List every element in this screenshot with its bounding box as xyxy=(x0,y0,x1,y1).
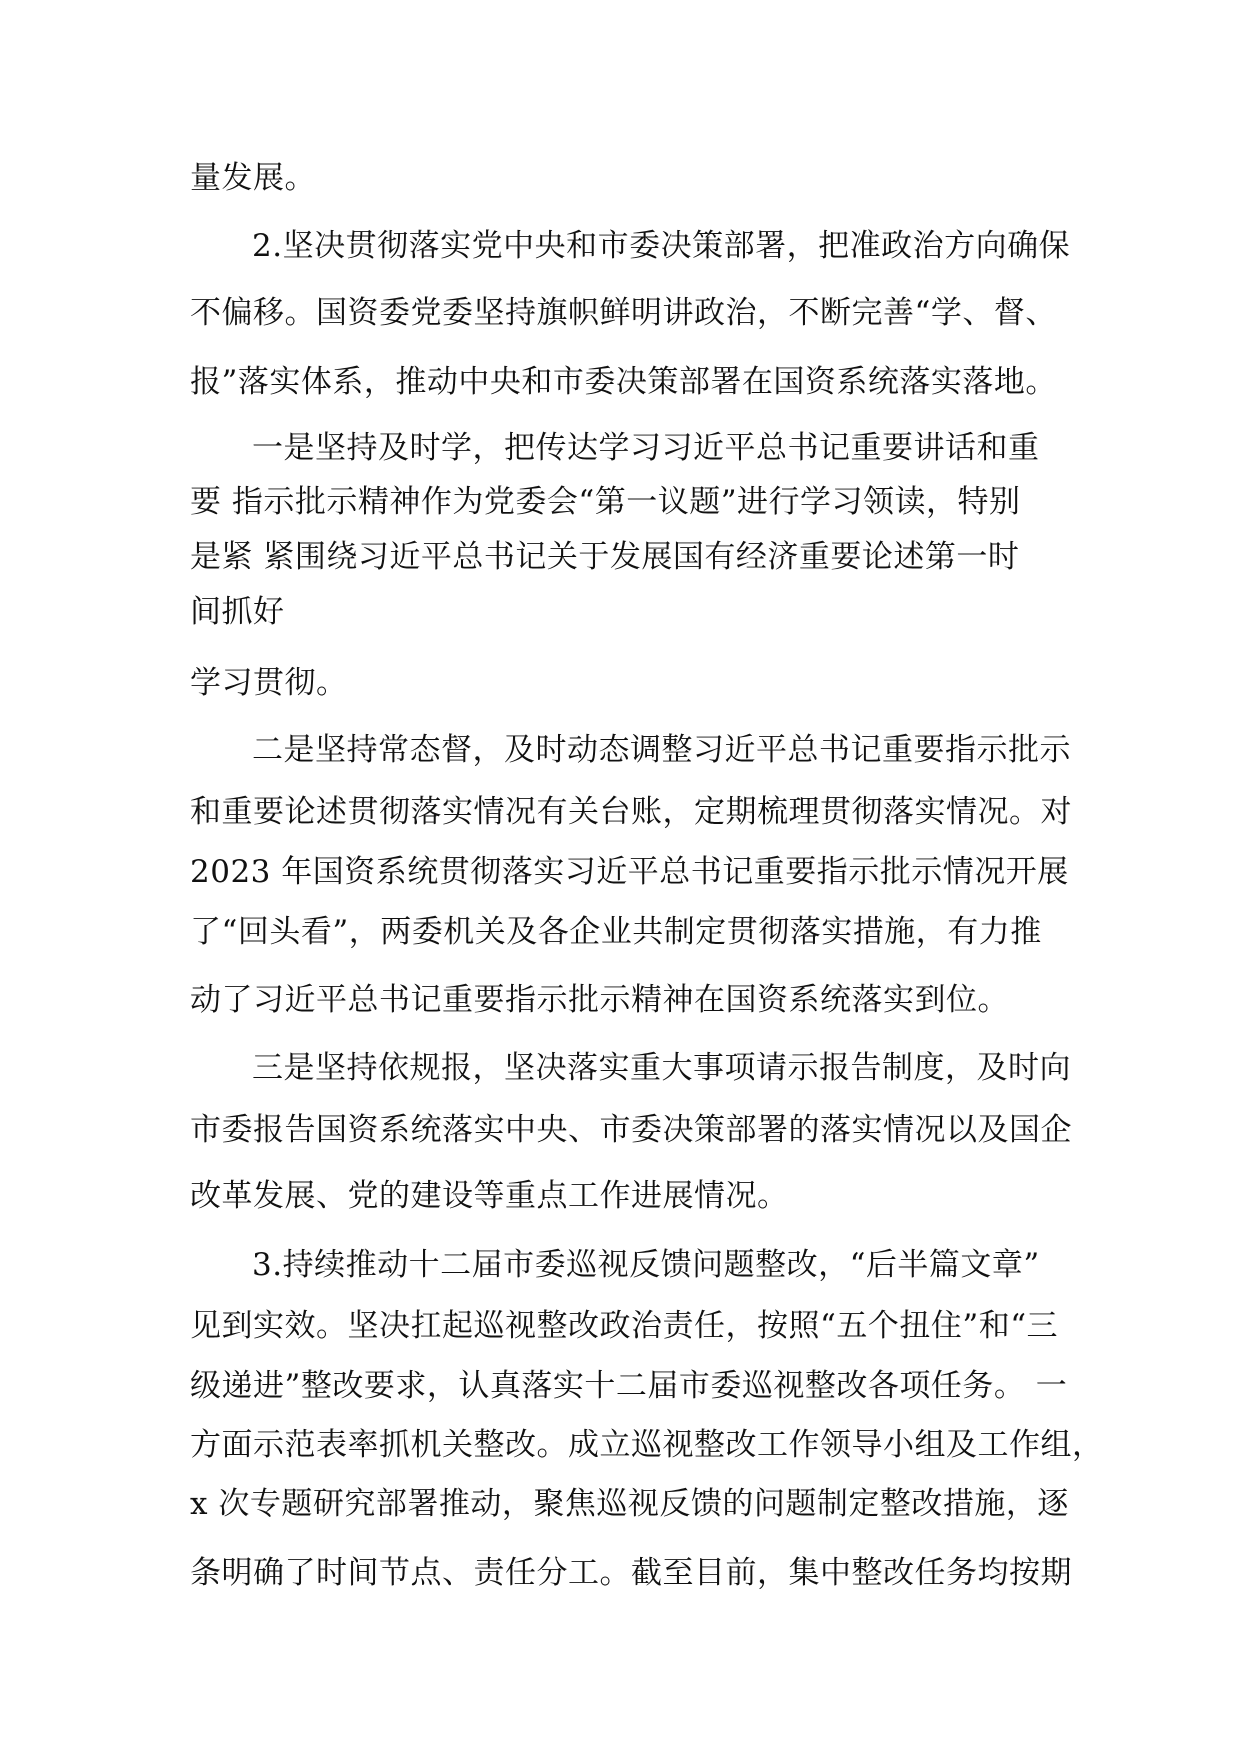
text-line: 和重要论述贯彻落实情况有关台账，定期梳理贯彻落实情况。对 xyxy=(190,794,1072,830)
text-line: 2023 年国资系统贯彻落实习近平总书记重要指示批示情况开展 xyxy=(190,854,1069,890)
text-line: 学习贯彻。 xyxy=(190,665,348,701)
text-line: 级递进”整改要求，认真落实十二届市委巡视整改各项任务。 一 xyxy=(190,1368,1068,1404)
text-line: 条明确了时间节点、责任分工。截至目前，集中整改任务均按期 xyxy=(190,1555,1072,1591)
paragraph-first-line: 三是坚持依规报，坚决落实重大事项请示报告制度，及时向 xyxy=(252,1050,1071,1086)
text-line: 不偏移。国资委党委坚持旗帜鲜明讲政治，不断完善“学、督、 xyxy=(190,295,1057,331)
text-line: 动了习近平总书记重要指示批示精神在国资系统落实到位。 xyxy=(190,982,1009,1018)
text-line: 报”落实体系，推动中央和市委决策部署在国资系统落实落地。 xyxy=(190,364,1057,400)
text-line: 间抓好 xyxy=(190,594,285,630)
paragraph-first-line: 一是坚持及时学，把传达学习习近平总书记重要讲话和重 xyxy=(252,430,1040,466)
text-line: 量发展。 xyxy=(190,160,316,196)
text-line: 市委报告国资系统落实中央、市委决策部署的落实情况以及国企 xyxy=(190,1112,1072,1148)
text-line: 是紧 紧围绕习近平总书记关于发展国有经济重要论述第一时 xyxy=(190,539,1020,575)
text-line: 了“回头看”，两委机关及各企业共制定贯彻落实措施，有力推 xyxy=(190,914,1042,950)
text-line: 改革发展、党的建设等重点工作进展情况。 xyxy=(190,1178,789,1214)
paragraph-heading-line: 3.持续推动十二届市委巡视反馈问题整改，“后半篇文章” xyxy=(252,1247,1040,1283)
paragraph-first-line: 二是坚持常态督，及时动态调整习近平总书记重要指示批示 xyxy=(252,732,1071,768)
text-line: 方面示范表率抓机关整改。成立巡视整改工作领导小组及工作组， xyxy=(190,1427,1104,1463)
text-line: 见到实效。坚决扛起巡视整改政治责任，按照“五个扭住”和“三 xyxy=(190,1308,1059,1344)
text-line: x 次专题研究部署推动，聚焦巡视反馈的问题制定整改措施，逐 xyxy=(190,1486,1069,1522)
paragraph-heading-line: 2.坚决贯彻落实党中央和市委决策部署，把准政治方向确保 xyxy=(252,228,1071,264)
text-line: 要 指示批示精神作为党委会“第一议题”进行学习领读，特别 xyxy=(190,484,1021,520)
